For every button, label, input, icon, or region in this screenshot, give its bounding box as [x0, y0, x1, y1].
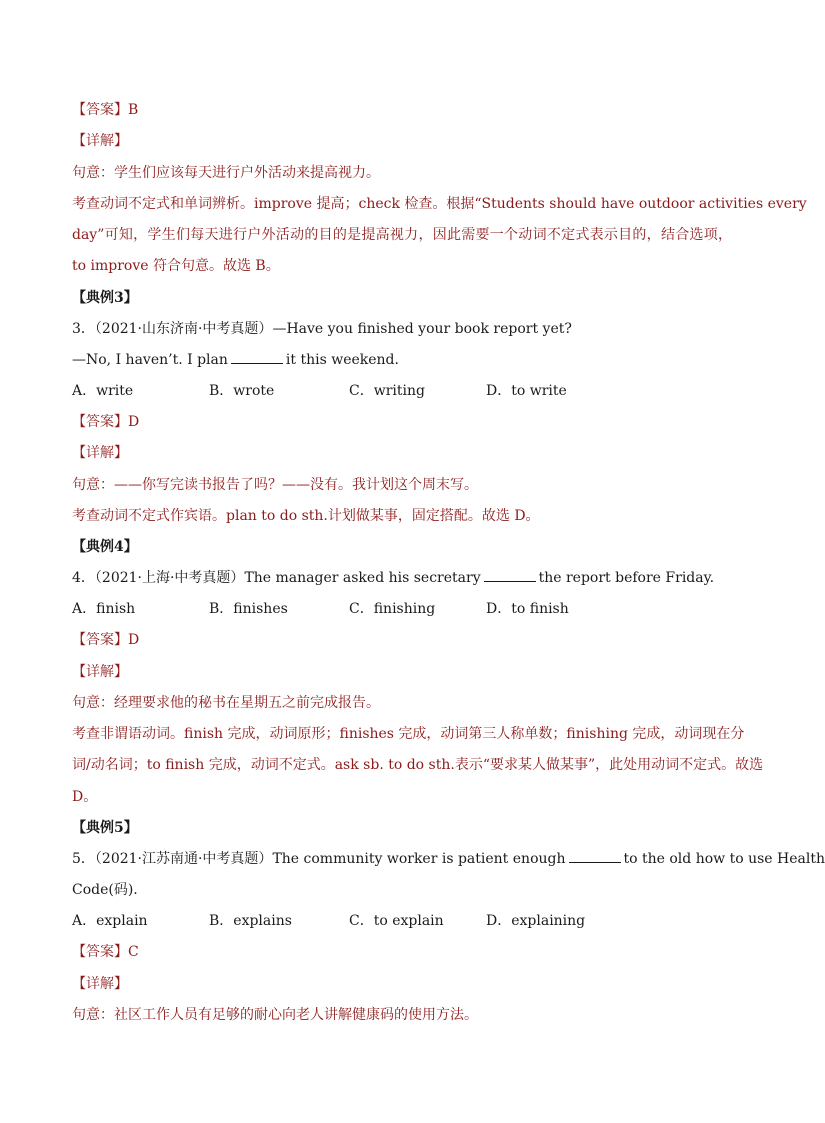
q5-option-a: A．explain: [72, 913, 148, 929]
q3-detail-label: 【详解】: [72, 445, 128, 461]
q3-option-b: B．wrote: [209, 383, 275, 399]
q2-detail-label: 【详解】: [72, 133, 128, 149]
q5-meaning: 句意：社区工作人员有足够的耐心向老人讲解健康码的使用方法。: [72, 1007, 478, 1023]
q5-stem-prefix: 5．（2021·江苏南通·中考真题）: [72, 851, 273, 867]
q5-blank: [569, 850, 621, 863]
q4-meaning: 句意：经理要求他的秘书在星期五之前完成报告。: [72, 695, 380, 711]
q3-meaning: 句意：——你写完读书报告了吗？——没有。我计划这个周末写。: [72, 477, 478, 493]
q2-analysis-line2: day”可知，学生们每天进行户外活动的目的是提高视力，因此需要一个动词不定式表示目的，结合选项，: [72, 227, 732, 243]
q5-option-b: B．explains: [209, 913, 292, 929]
q5-stem-line2: Code(码).: [72, 882, 138, 898]
q4-header: 【典例4】: [72, 539, 138, 555]
q4-analysis-line2: 词/动名词；to finish 完成，动词不定式。ask sb. to do sth.表示“要求某人做某事”，此处用动词不定式。故选: [72, 757, 764, 773]
q4-blank: [484, 569, 536, 582]
q4-answer: [72, 630, 732, 650]
q4-option-b: B．finishes: [209, 601, 288, 617]
q2-analysis-line1: 考查动词不定式和单词辨析。improve 提高；check 检查。根据“Students should have outdoor activities every: [72, 196, 807, 212]
q5-stem: [72, 849, 825, 869]
q3-stem-post: it this weekend.: [285, 352, 399, 368]
answer-label: 【答案】: [72, 414, 128, 430]
answer-label: 【答案】: [72, 944, 128, 960]
answer-label: 【答案】: [72, 102, 128, 118]
q4-detail-label: 【详解】: [72, 664, 128, 680]
answer-label: 【答案】: [72, 632, 128, 648]
q5-option-c: C．to explain: [349, 913, 444, 929]
q4-stem: [72, 568, 732, 588]
q3-analysis: 考查动词不定式作宾语。plan to do sth.计划做某事，固定搭配。故选 D。: [72, 508, 540, 524]
q3-option-c: C．writing: [349, 383, 425, 399]
q4-option-c: C．finishing: [349, 601, 436, 617]
q4-option-d: D．to finish: [486, 601, 569, 617]
q3-stem-line2: [72, 350, 732, 370]
answer-value: D: [128, 632, 140, 648]
q4-option-a: A．finish: [72, 601, 136, 617]
q4-stem-post: the report before Friday.: [538, 570, 715, 586]
answer-value: C: [128, 944, 139, 960]
q2-analysis-line3: to improve 符合句意。故选 B。: [72, 258, 280, 274]
q3-header: 【典例3】: [72, 290, 138, 306]
q3-option-a: A．write: [72, 383, 134, 399]
answer-value: B: [128, 102, 139, 118]
q5-detail-label: 【详解】: [72, 976, 128, 992]
q3-stem-prefix: 3．（2021·山东济南·中考真题）: [72, 321, 273, 337]
q3-stem-pre: —No, I haven’t. I plan: [72, 352, 228, 368]
q5-header: 【典例5】: [72, 820, 138, 836]
q3-stem-text: —Have you finished your book report yet?: [272, 321, 572, 337]
q3-stem: [72, 319, 732, 339]
answer-value: D: [128, 414, 140, 430]
q3-option-d: D．to write: [486, 383, 567, 399]
q4-stem-prefix: 4．（2021·上海·中考真题）: [72, 570, 245, 586]
q4-analysis-line1: 考查非谓语动词。finish 完成，动词原形；finishes 完成，动词第三人称单数；finishing 完成，动词现在分: [72, 726, 745, 742]
q5-stem-pre: The community worker is patient enough: [272, 851, 566, 867]
q2-meaning: 句意：学生们应该每天进行户外活动来提高视力。: [72, 165, 380, 181]
q5-stem-post: to the old how to use Health: [623, 851, 825, 867]
q3-blank: [231, 351, 283, 364]
q4-stem-pre: The manager asked his secretary: [244, 570, 481, 586]
q3-answer: [72, 412, 732, 432]
q5-answer: [72, 942, 732, 962]
q2-answer: [72, 100, 732, 120]
q4-analysis-line3: D。: [72, 789, 98, 805]
q5-option-d: D．explaining: [486, 913, 586, 929]
